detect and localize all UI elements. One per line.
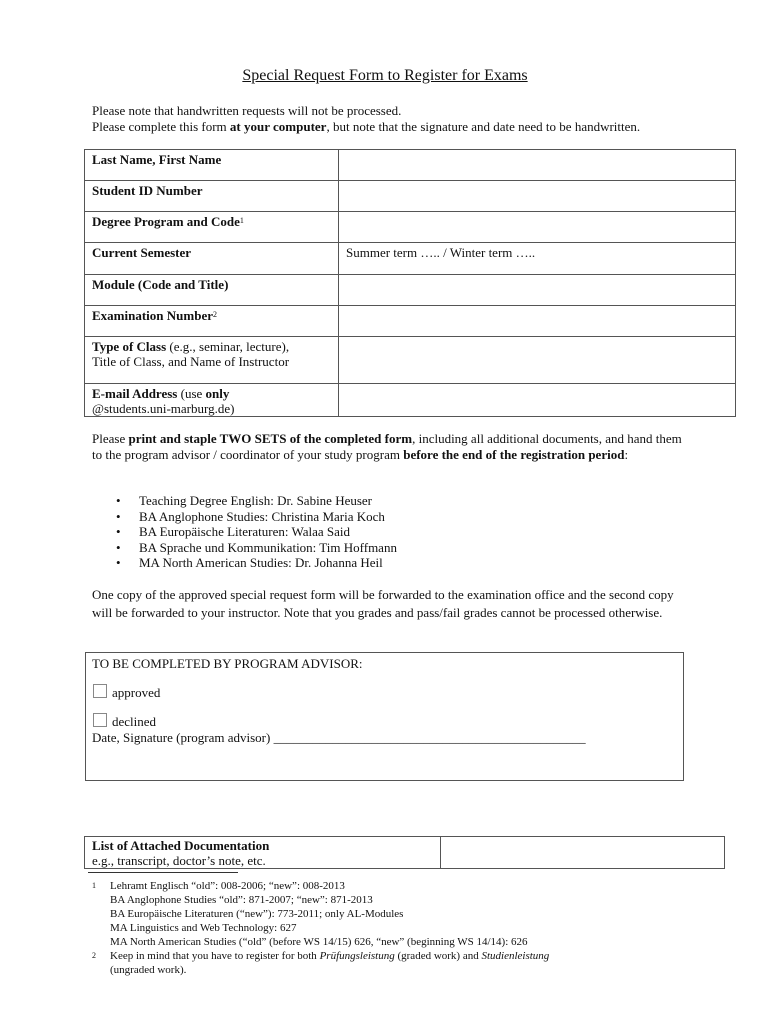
page-title: Special Request Form to Register for Exams <box>242 67 528 84</box>
email-field[interactable] <box>339 384 736 417</box>
approved-checkbox[interactable] <box>93 684 107 698</box>
form-row-degree <box>85 212 736 243</box>
form-row-student-id <box>85 181 736 212</box>
footnote-number: 2 <box>92 951 96 960</box>
footnote-number: 1 <box>92 881 96 890</box>
list-item: • BA Anglophone Studies: Christina Maria Koch <box>92 509 397 525</box>
form-label: Current Semester <box>85 243 339 275</box>
form-row-exam-number <box>85 306 736 337</box>
footnote-ref: 1 <box>239 216 244 225</box>
student-id-field[interactable] <box>339 181 736 212</box>
intro-line-2: Please complete this form at your computer, but note that the signature and date need to be handwritten. <box>92 118 641 134</box>
registration-form-table <box>84 149 736 417</box>
form-label: Student ID Number <box>85 181 339 212</box>
form-label: Type of Class (e.g., seminar, lecture), Title of Class, and Name of Instructor <box>85 337 339 384</box>
advisor-list <box>92 493 397 571</box>
attachments-label: List of Attached Documentation e.g., transcript, doctor’s note, etc. <box>85 837 441 869</box>
advisor-box-title: TO BE COMPLETED BY PROGRAM ADVISOR: <box>92 656 363 671</box>
degree-field[interactable] <box>339 212 736 243</box>
declined-label: declined <box>112 714 157 729</box>
declined-checkbox[interactable] <box>93 713 107 727</box>
name-field[interactable] <box>339 150 736 181</box>
approved-label: approved <box>112 685 161 700</box>
module-field[interactable] <box>339 275 736 306</box>
list-item: • BA Europäische Literaturen: Walaa Said <box>92 524 397 540</box>
list-item: • MA North American Studies: Dr. Johanna Heil <box>92 555 397 571</box>
footnote-1 <box>92 879 712 949</box>
form-label: E-mail Address (use only @students.uni-marburg.de) <box>85 384 339 417</box>
attachments-row <box>85 837 725 869</box>
program-advisor-box <box>85 652 684 781</box>
attachments-table <box>84 836 725 869</box>
instructions-paragraph: Please print and staple TWO SETS of the completed form, including all additional documents, and hand them to the program advisor / coordinator of your study program before the end of the registration period: <box>92 431 682 462</box>
form-row-email <box>85 384 736 417</box>
form-label: Examination Number$^2$ <box>85 306 339 337</box>
form-label: Last Name, First Name <box>85 150 339 181</box>
intro-line-1: Please note that handwritten requests will not be processed. <box>92 103 402 118</box>
footnote-divider <box>88 872 238 873</box>
form-row-name <box>85 150 736 181</box>
exam-number-field[interactable] <box>339 306 736 337</box>
intro-text <box>92 103 678 134</box>
signature-line[interactable]: Date, Signature (program advisor) ________________________________________________ <box>92 730 586 745</box>
semester-field[interactable]: Summer term ….. / Winter term ….. <box>339 243 736 275</box>
attachments-field[interactable] <box>441 837 725 869</box>
list-item: • Teaching Degree English: Dr. Sabine Heuser <box>92 493 397 509</box>
list-item: • BA Sprache und Kommunikation: Tim Hoffmann <box>92 540 397 556</box>
form-row-module <box>85 275 736 306</box>
footnote-text: Keep in mind that you have to register for both Prüfungsleistung (graded work) and Studienleistung (ungraded work). <box>110 950 550 976</box>
footnote-text: Lehramt Englisch “old”: 008-2006; “new”: 008-2013 BA Anglophone Studies “old”: 871-2007; “new”: 871-2013 BA Europäische Literaturen (“new”): 773-2011; only AL-Modules MA Linguistics and Web Technology: 627 MA North American Studies (“old” (before WS 14/15) 626, “new” (beginning WS 14/14): 626 <box>110 880 528 948</box>
class-field[interactable] <box>339 337 736 384</box>
footnote-2 <box>92 949 712 979</box>
form-row-semester <box>85 243 736 275</box>
footnote-ref: 2 <box>212 310 217 319</box>
form-label: Module (Code and Title) <box>85 275 339 306</box>
form-row-class <box>85 337 736 384</box>
form-label: Degree Program and Code$^1$ <box>85 212 339 243</box>
copy-note: One copy of the approved special request form will be forwarded to the examination office and the second copy will be forwarded to your instructor. Note that you grades and pass/fail grades cannot be processed otherwise. <box>92 587 674 620</box>
